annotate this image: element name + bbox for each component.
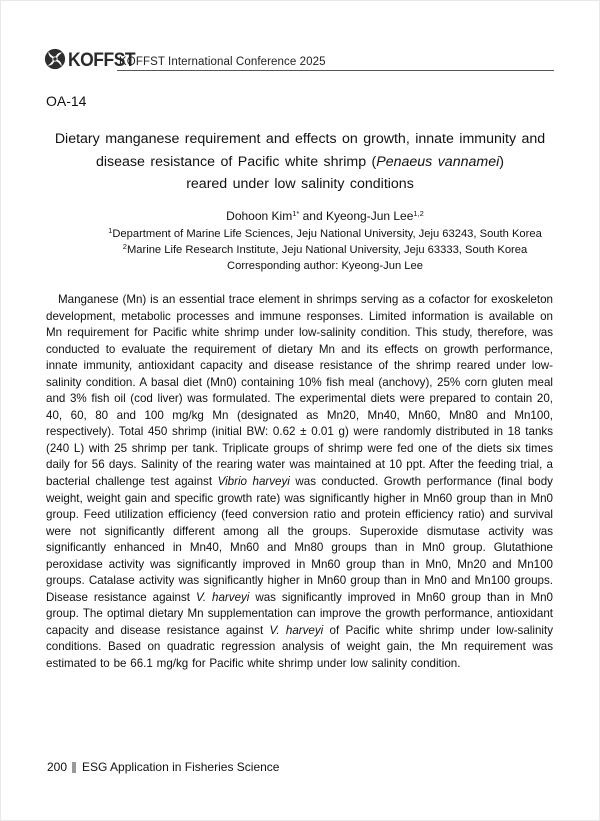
paper-title <box>50 128 550 196</box>
affiliation-1 <box>100 226 550 242</box>
presentation-code: OA-14 <box>46 93 87 109</box>
affiliation-2-text: Marine Life Research Institute, Jeju National University, Jeju 63333, South Korea <box>126 244 528 256</box>
header-rule <box>117 70 554 71</box>
title-line-3: reared under low salinity conditions <box>186 176 414 192</box>
author-conj: and <box>299 209 326 223</box>
affiliation-1-sup: 1 <box>108 226 113 235</box>
species-italic-3: V. harveyi <box>269 623 324 637</box>
affiliation-2-sup: 2 <box>122 242 127 251</box>
abstract-text-4: of Pacific white shrimp under low-salinity conditions. Based on quadratic regression analysis of weight gain, the Mn requirement was estimated to be 66.1 mg/kg for Pacific white shrimp under low salinity condition. <box>46 623 553 671</box>
species-italic-2: V. harveyi <box>195 590 250 604</box>
title-line-1: Dietary manganese requirement and effects on growth, innate immunity and <box>54 131 546 147</box>
species-italic-1: Vibrio harveyi <box>217 475 290 489</box>
corresponding-author: Corresponding author: Kyeong-Jun Lee <box>227 260 423 272</box>
author-2: Kyeong-Jun Lee <box>326 209 414 223</box>
page-header <box>44 48 554 74</box>
conference-title: KOFFST International Conference 2025 <box>119 56 326 68</box>
page-number: 200 <box>47 760 68 774</box>
koffst-swirl-icon <box>44 48 66 75</box>
affiliation-2 <box>100 242 550 258</box>
author-block <box>100 208 550 274</box>
author-list <box>100 208 550 224</box>
abstract-body <box>46 292 553 673</box>
section-name: ESG Application in Fisheries Science <box>82 760 280 774</box>
author-1: Dohoon Kim <box>226 209 293 223</box>
abstract-text-2: was conducted. Growth performance (final body weight, weight gain and specific growth rate) was significantly higher in Mn60 group than in Mn0 group. Feed utilization efficiency (feed conversion ratio and protein efficiency ratio) and survival were not significantly different among all the groups. Superoxide dismutase activity was significantly enhanced in Mn40, Mn60 and Mn80 groups than in Mn0 group. Glutathione peroxidase activity was significantly improved in Mn60 group than in Mn0, Mn20 and Mn100 groups. Catalase activity was significantly higher in Mn60 group than in Mn0 and Mn100 groups. Disease resistance against <box>46 475 553 604</box>
species-name: Penaeus vannamei <box>376 153 500 170</box>
title-line-2-text: disease resistance of Pacific white shrimp ( <box>96 153 377 170</box>
page-footer <box>47 760 279 774</box>
affiliation-1-text: Department of Marine Life Sciences, Jeju National University, Jeju 63243, South Korea <box>112 228 542 240</box>
logo-text: KOFFST <box>68 50 136 71</box>
title-line-2-close: ) <box>499 153 504 170</box>
title-line-2 <box>50 151 550 174</box>
author-2-sup: 1,2 <box>413 209 424 218</box>
footer-separator <box>72 762 76 773</box>
abstract-text-3: was significantly improved in Mn60 group than in Mn0 group. The optimal dietary Mn supplementation can improve the growth performance, antioxidant capacity and disease resistance against <box>46 590 553 637</box>
abstract-text-1: Manganese (Mn) is an essential trace element in shrimps serving as a cofactor for exoskeleton development, metabolic processes and immune responses. Limited information is available on Mn requirement for Pacific white shrimp under low-salinity condition. This study, therefore, was conducted to evaluate the requirement of dietary Mn and its effects on growth performance, innate immunity, antioxidant capacity and disease resistance of the shrimp reared under low-salinity condition. A basal diet (Mn0) containing 10% fish meal (anchovy), 25% corn gluten meal and 3% fish oil (cod liver) was formulated. The experimental diets were prepared to contain 20, 40, 60, 80 and 100 mg/kg Mn (designated as Mn20, Mn40, Mn60, Mn80 and Mn100, respectively). Total 450 shrimp (initial BW: 0.62 ± 0.01 g) were randomly distributed in 18 tanks (240 L) with 25 shrimp per tank. Triplicate groups of shrimp were fed one of the diets six times daily for 56 days. Salinity of the rearing water was maintained at 10 ppt. After the feeding trial, a bacterial challenge test against <box>46 293 553 489</box>
author-1-sup: 1* <box>292 209 300 218</box>
